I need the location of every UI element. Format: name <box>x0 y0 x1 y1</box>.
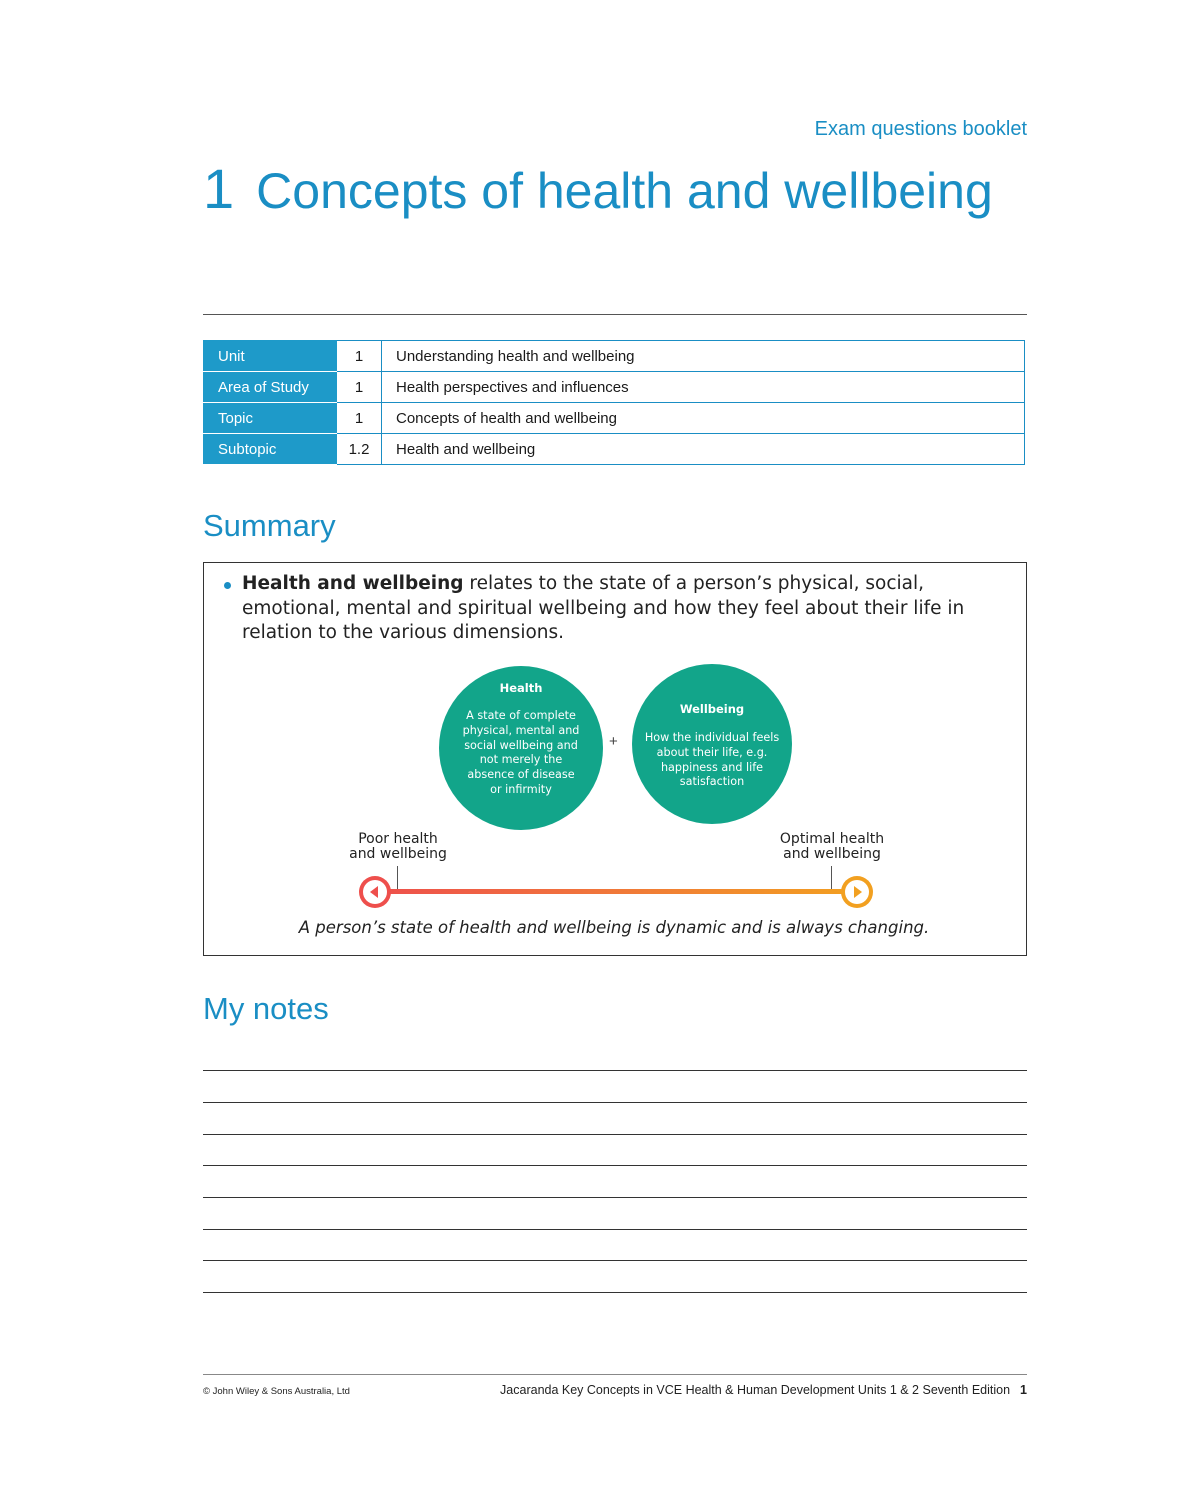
optimal-health-label-line2: and wellbeing <box>783 846 881 862</box>
table-row <box>204 403 1025 434</box>
row-description: Health perspectives and influences <box>382 372 1025 403</box>
row-key: Subtopic <box>204 434 337 465</box>
footer-book-title: Jacaranda Key Concepts in VCE Health & Human Development Units 1 & 2 Seventh Edition <box>500 1383 1011 1397</box>
row-description: Health and wellbeing <box>382 434 1025 465</box>
poor-health-label <box>338 832 458 862</box>
footer-copyright: © John Wiley & Sons Australia, Ltd <box>203 1386 350 1397</box>
chapter-title-text: Concepts of health and wellbeing <box>256 163 993 219</box>
row-description: Understanding health and wellbeing <box>382 341 1025 372</box>
note-line[interactable] <box>203 1197 1027 1198</box>
page-number: 1 <box>1020 1383 1027 1397</box>
row-number: 1 <box>337 372 382 403</box>
row-key: Topic <box>204 403 337 434</box>
chapter-title <box>203 158 1023 222</box>
summary-rest: relates to the state of a person’s physical, social, emotional, mental and spiritual wellbeing and how they feel about their life in relation to the various dimensions. <box>242 573 965 643</box>
title-divider <box>203 314 1027 315</box>
note-line[interactable] <box>203 1260 1027 1261</box>
row-number: 1 <box>337 403 382 434</box>
poor-health-label-line2: and wellbeing <box>349 846 447 862</box>
row-description: Concepts of health and wellbeing <box>382 403 1025 434</box>
note-line[interactable] <box>203 1292 1027 1293</box>
poor-health-tick <box>397 866 398 890</box>
note-line[interactable] <box>203 1134 1027 1135</box>
optimal-health-label <box>766 832 898 862</box>
health-circle <box>439 666 603 830</box>
row-number: 1.2 <box>337 434 382 465</box>
row-key: Area of Study <box>204 372 337 403</box>
notes-heading: My notes <box>203 991 329 1026</box>
arrow-right-icon <box>841 876 873 908</box>
booklet-label: Exam questions booklet <box>814 118 1027 140</box>
table-row <box>204 372 1025 403</box>
wellbeing-title: Wellbeing <box>679 702 745 716</box>
wellbeing-circle <box>632 664 792 824</box>
optimal-health-label-line1: Optimal health <box>779 831 885 847</box>
row-number: 1 <box>337 341 382 372</box>
wellbeing-body: How the individual feels about their life, e.g. happiness and life satisfaction <box>644 731 780 789</box>
info-table <box>203 340 1025 465</box>
footer-divider <box>203 1374 1027 1375</box>
note-line[interactable] <box>203 1165 1027 1166</box>
arrow-left-icon <box>359 876 391 908</box>
plus-icon: + <box>609 733 618 750</box>
summary-heading: Summary <box>203 508 336 543</box>
row-key: Unit <box>204 341 337 372</box>
table-row <box>204 434 1025 465</box>
optimal-health-tick <box>831 866 832 890</box>
summary-text <box>242 572 1022 646</box>
table-row <box>204 341 1025 372</box>
chapter-number: 1 <box>203 157 235 220</box>
health-body: A state of complete physical, mental and social wellbeing and not merely the absence of disease or infirmity <box>462 709 580 796</box>
summary-bold: Health and wellbeing <box>242 573 464 594</box>
footer-book-info <box>500 1383 1027 1397</box>
health-title: Health <box>499 681 543 695</box>
note-line[interactable] <box>203 1102 1027 1103</box>
diagram-caption: A person’s state of health and wellbeing is dynamic and is always changing. <box>298 918 930 937</box>
bullet-icon <box>224 582 231 589</box>
health-continuum-bar <box>373 889 858 894</box>
poor-health-label-line1: Poor health <box>358 831 438 847</box>
note-line[interactable] <box>203 1229 1027 1230</box>
note-line[interactable] <box>203 1070 1027 1071</box>
